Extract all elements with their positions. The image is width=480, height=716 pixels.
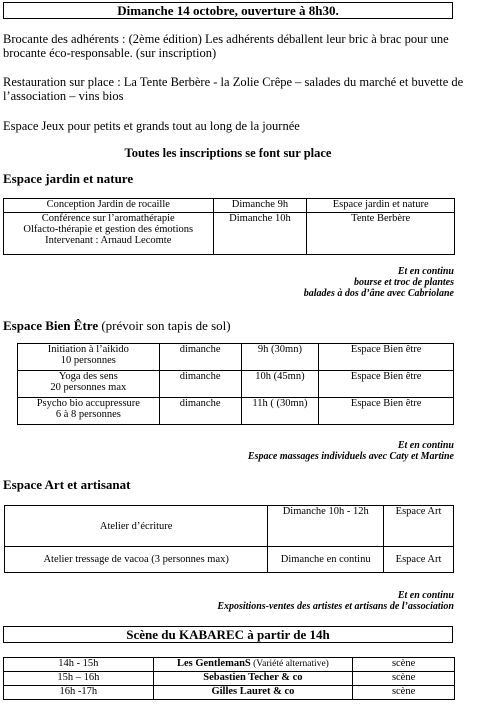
bienetre-table [17, 343, 454, 425]
table-row [18, 398, 454, 425]
table-cell: Espace jardin et nature [307, 199, 455, 213]
inscriptions-note [3, 146, 453, 161]
table-cell: Conception Jardin de rocaille [4, 199, 214, 213]
jardin-heading: Espace jardin et nature [3, 171, 134, 186]
scene-table [3, 657, 455, 700]
art-heading: Espace Art et artisanat [3, 477, 131, 492]
brocante-paragraph: Brocante des adhérents : (2ème édition) Les adhérents déballent leur bric à brac pour une brocante éco-responsable. (sur inscription) [3, 32, 449, 60]
table-cell: dimanche [159, 371, 241, 398]
restauration-paragraph: Restauration sur place : La Tente Berbère - la Zolie Crêpe – salades du marché et buvette de l’association – vins bios [3, 75, 464, 103]
artist-name: Gilles Lauret & co [211, 686, 295, 697]
table-cell: scène [353, 672, 455, 686]
table-row [4, 658, 455, 672]
page-title [3, 2, 453, 19]
artist-genre: (Variété alternative) [250, 659, 329, 669]
table-cell: 15h – 16h [4, 672, 154, 686]
continu-title: Et en continu [397, 266, 454, 277]
table-cell: 14h - 15h [4, 658, 154, 672]
table-cell [153, 658, 353, 672]
table-cell: Dimanche 10h [213, 213, 307, 255]
table-row [5, 506, 454, 547]
table-cell: 11h ( (30mn) [241, 398, 319, 425]
table-cell: Initiation à l’aikido 10 personnes [18, 344, 160, 371]
bienetre-note: (prévoir son tapis de sol) [101, 318, 231, 333]
scene-title-text: Scène du KABAREC à partir de 14h [126, 627, 330, 642]
section-heading-art [3, 477, 130, 493]
table-row [4, 686, 455, 700]
table-cell: dimanche [159, 398, 241, 425]
table-cell: Conférence sur l’aromathérapie Olfacto-thérapie et gestion des émotions Intervenant : Arnaud Lecomte [4, 213, 214, 255]
continu-title: Et en continu [397, 440, 454, 451]
table-cell: Espace Art [384, 506, 454, 547]
jeux-paragraph: Espace Jeux pour petits et grands tout au long de la journée [3, 119, 300, 133]
table-cell: Espace Bien être [319, 371, 454, 398]
page-title-text: Dimanche 14 octobre, ouverture à 8h30. [117, 3, 339, 18]
table-cell: 16h -17h [4, 686, 154, 700]
table-cell [153, 672, 353, 686]
continu-line: bourse et troc de plantes [354, 277, 454, 288]
table-cell: Yoga des sens 20 personnes max [18, 371, 160, 398]
table-cell: Dimanche 10h - 12h [268, 506, 384, 547]
inscriptions-text: Toutes les inscriptions se font sur place [124, 146, 332, 160]
table-row [4, 672, 455, 686]
intro-jeux [3, 119, 465, 133]
art-table [4, 505, 454, 573]
table-cell: 10h (45mn) [241, 371, 319, 398]
table-row [18, 344, 454, 371]
table-cell: Dimanche en continu [268, 547, 384, 573]
continu-line: balades à dos d’âne avec Cabriolane [303, 288, 454, 299]
table-cell: scène [353, 658, 455, 672]
table-row [4, 199, 455, 213]
artist-name: Les GentlemanS [176, 658, 251, 669]
section-heading-bienetre [3, 318, 231, 334]
intro-restauration [3, 75, 465, 103]
table-cell: Tente Berbère [307, 213, 455, 255]
table-cell: 9h (30mn) [241, 344, 319, 371]
table-cell: Espace Bien être [319, 344, 454, 371]
section-heading-jardin [3, 171, 133, 187]
table-row [4, 213, 455, 255]
continu-line: Expositions-ventes des artistes et artisans de l’association [217, 601, 454, 612]
intro-brocante [3, 32, 465, 60]
table-cell: Atelier d’écriture [5, 506, 268, 547]
table-cell: dimanche [159, 344, 241, 371]
table-row [5, 547, 454, 573]
table-cell: Espace Art [384, 547, 454, 573]
continu-title: Et en continu [397, 590, 454, 601]
continu-line: Espace massages individuels avec Caty et Martine [247, 451, 454, 462]
table-cell: Dimanche 9h [213, 199, 307, 213]
table-cell: scène [353, 686, 455, 700]
scene-title [3, 626, 453, 643]
table-cell: Espace Bien être [319, 398, 454, 425]
art-continu [124, 590, 454, 612]
jardin-continu [154, 266, 454, 299]
table-row [18, 371, 454, 398]
jardin-table [3, 198, 455, 255]
table-cell: Atelier tressage de vacoa (3 personnes max) [5, 547, 268, 573]
table-cell: Psycho bio accupressure 6 à 8 personnes [18, 398, 160, 425]
bienetre-continu [134, 440, 454, 462]
artist-name: Sebastien Techer & co [203, 672, 303, 683]
table-cell [153, 686, 353, 700]
bienetre-heading: Espace Bien Être [3, 318, 99, 333]
